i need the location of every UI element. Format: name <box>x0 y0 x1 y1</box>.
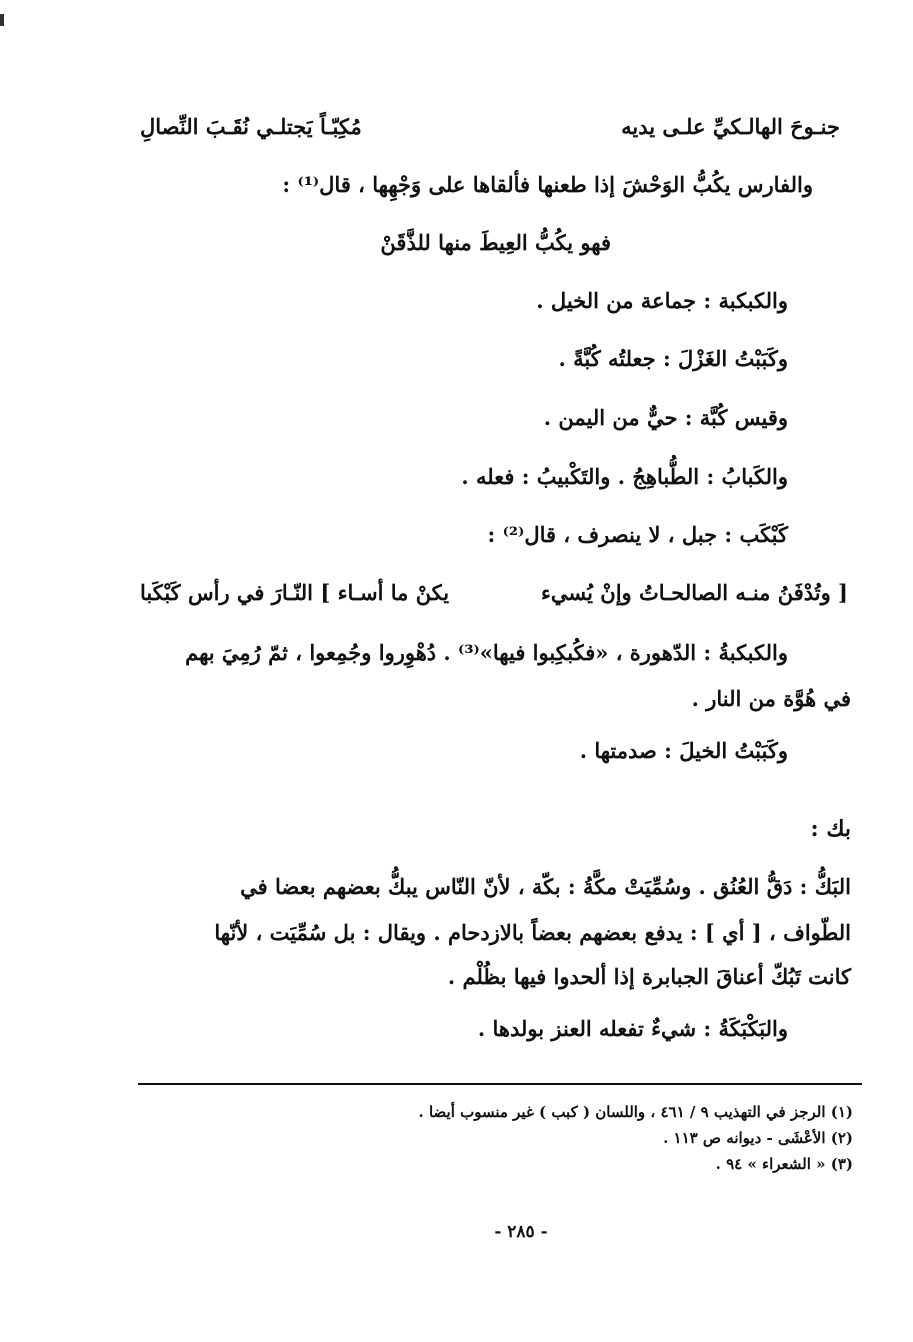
entry-line-1: البَكُّ : دَقُّ العُنُق . وسُمِّيَتْ مكَّةُ : بكّة ، لأنّ النّاس يبكُّ بعضهم بعضا في <box>240 874 851 899</box>
text-line-6: وقيس كُبَّة : حيٌّ من اليمن . <box>543 405 788 430</box>
verse-2-second-hemistich: يكنْ ما أسـاء ] النّـارَ في رأس كَبْكَبا <box>140 580 450 605</box>
text-line-2: والفارس يكُبُّ الوَحْشَ إذا طعنها فألقاها على وَجْهِها ، قال⁽¹⁾ : <box>282 172 813 197</box>
text-line-12: وكَبَبْتُ الخيلَ : صدمتها . <box>579 738 788 763</box>
text-line-4: والكبكبة : جماعة من الخيل . <box>536 288 788 313</box>
rajaz-line: فهو يكُبُّ العِيطَ منها للذَّقَنْ <box>380 230 611 255</box>
verse-2-first-hemistich: [ وتُدْفَنُ منـه الصالحـاتُ وإنْ يُسيء <box>541 580 848 605</box>
entry-line-3: كانت تَبُكّ أعناقَ الجبابرة إذا ألحدوا فيها بظُلْم . <box>447 964 851 989</box>
entry-line-2: الطّواف ، [ أي ] : يدفع بعضهم بعضاً بالازدحام . ويقال : بل سُمِّيَت ، لأنّها <box>214 920 851 945</box>
verse-1-first-hemistich: جنـوحَ الهالـكيِّ علـى يديه <box>621 114 840 139</box>
verse-line-2 <box>140 578 848 608</box>
verse-line-1 <box>140 112 840 142</box>
entry-heading: بك : <box>810 816 851 842</box>
text-line-5: وكَبَبْتُ الغَزْلَ : جعلتُه كُبَّةً . <box>558 346 788 371</box>
scan-mark <box>0 14 4 26</box>
page-number: - ٢٨٥ - <box>494 1222 548 1242</box>
text-line-11: في هُوَّة من النار . <box>691 686 851 711</box>
text-line-8: كَبْكَب : جبل ، لا ينصرف ، قال⁽²⁾ : <box>487 522 788 547</box>
verse-1-second-hemistich: مُكِبّـاً يَجتلـي نُقَـبَ النِّصالِ <box>140 114 362 139</box>
footnote-1: (١) الرجز في التهذيب ٩ / ٤٦١ ، واللسان ( كبب ) غير منسوب أيضا . <box>418 1103 853 1121</box>
footnote-2: (٢) الأعْشَى - ديوانه ص ١١٣ . <box>663 1129 853 1147</box>
footnote-divider <box>138 1083 862 1085</box>
footnote-3: (٣) « الشعراء » ٩٤ . <box>715 1155 853 1173</box>
text-line-10: والكبكبةُ : الدّهورة ، «فكُبكِبوا فيها»⁽³⁾ . دُهْوِروا وجُمِعوا ، ثمّ رُمِيَ بهم <box>185 640 788 665</box>
text-line-7: والكَبابُ : الطُّباهِجُ . والتَكْبيبُ : فعله . <box>461 464 788 489</box>
entry-line-4: والبَكْبَكَةُ : شيءٌ تفعله العنز بولدها . <box>477 1016 788 1041</box>
